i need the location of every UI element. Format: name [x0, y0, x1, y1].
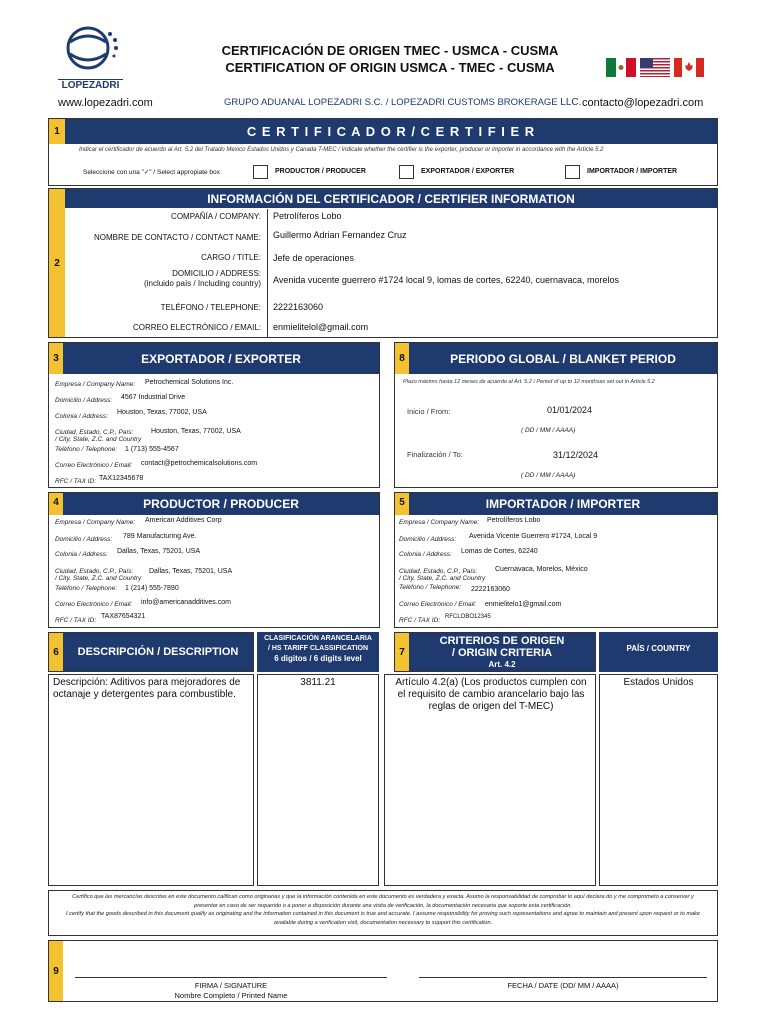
certifier-instruction: Indicar el certificador de acuerdo al Art. 5.2 del Tratado Mexico Estados Unidos y Canada T-MEC / Indicate whether the certifier is the exporter, producer or importer in accordance with the Article 5.2 — [79, 147, 604, 153]
section-origin-criteria — [394, 632, 596, 672]
exporter-company-value: Petrochemical Solutions Inc. — [145, 379, 234, 386]
description-header: DESCRIPCIÓN / DESCRIPTION — [63, 633, 253, 671]
producer-header: PRODUCTOR / PRODUCER — [63, 493, 379, 515]
origin-criteria-header — [409, 633, 595, 671]
usa-flag-icon — [640, 58, 670, 77]
description-value: Descripción: Aditivos para mejoradores de octanaje y detergentes para combustible. — [53, 677, 241, 700]
blanket-note: Plazo máximo hasta 12 meses de acuerdo al Art. 5.2 / Period of up to 12 monthsas set out in Article 5.2 — [403, 379, 655, 385]
importer-colonia-label: Colonia / Address: — [399, 551, 452, 558]
exporter-phone-value: 1 (713) 555-4567 — [125, 446, 179, 453]
hs-header-line-1: CLASIFICACIÓN ARANCELARIA — [264, 635, 372, 642]
producer-city-value: Dallas, Texas, 75201, USA — [149, 568, 233, 575]
flags — [606, 58, 704, 77]
section-number: 9 — [49, 941, 63, 1001]
section-number: 4 — [49, 493, 63, 515]
certification-text-es: Certifico que las mercancías descritas en este documento califican como originarias y que la información contenida en este documento es verdadera y exacta. Asumo la responsabilidad de comprobar lo aquí declara do y me comprometo a conservar y presentar en caso de ser requerido o a poner a disposición durante una visita de verificación, la documentación necesaria que soporte esta certificación. — [72, 894, 694, 909]
exporter-rfc-value: TAX12345678 — [99, 475, 144, 482]
blanket-header: PERIODO GLOBAL / BLANKET PERIOD — [409, 343, 717, 374]
to-label: Finalización / To: — [407, 450, 463, 459]
title-label: CARGO / TITLE: — [201, 253, 261, 262]
phone-label: TELÉFONO / TELEPHONE: — [160, 303, 261, 312]
certification-statement — [48, 890, 718, 936]
producer-address-label: Domicilio / Address: — [55, 536, 113, 543]
date-line — [419, 977, 707, 978]
select-instruction: Seleccione con una "✓" / Select appropiate box — [83, 169, 220, 176]
hs-header-line-3: 6 digitos / 6 digits level — [274, 654, 362, 663]
exporter-colonia-value: Houston, Texas, 77002, USA — [117, 409, 207, 416]
contact-value: Guillermo Adrian Fernandez Cruz — [273, 230, 407, 240]
signature-label-2: Nombre Completo / Printed Name — [174, 991, 288, 1000]
exporter-checkbox[interactable] — [399, 165, 414, 179]
exporter-email-value: contact@petrochemicalsolutions.com — [141, 460, 258, 467]
exporter-address-label: Domicilio / Address: — [55, 397, 113, 404]
importer-address-label: Domicilio / Address: — [399, 536, 457, 543]
importer-city-label — [399, 568, 485, 582]
importer-rfc-label: RFC / TAX ID: — [399, 617, 441, 624]
importer-colonia-value: Lomas de Cortes, 62240 — [461, 548, 538, 555]
hs-header-line-2: / HS TARIFF CLASSIFICATION — [267, 645, 369, 652]
company-name-text: GRUPO ADUANAL LOPEZADRI S.C. / LOPEZADRI CUSTOMS BROKERAGE — [224, 97, 558, 108]
importer-rfc-value: RFCLOBO12345 — [445, 614, 491, 620]
producer-city-label-2: / City, State, Z.C. and Country — [55, 575, 142, 582]
producer-address-value: 789 Manufacturing Ave. — [123, 533, 197, 540]
importer-checkbox[interactable] — [565, 165, 580, 179]
logo — [58, 22, 128, 92]
importer-company-label: Empresa / Company Name: — [399, 519, 480, 526]
producer-email-label: Correo Electrónico / Email: — [55, 601, 133, 608]
country-header: PAÍS / COUNTRY — [599, 632, 718, 672]
section-number: 3 — [49, 343, 63, 374]
producer-rfc-value: TAX87654321 — [101, 613, 146, 620]
exporter-rfc-label: RFC / TAX ID: — [55, 478, 97, 485]
date-label: FECHA / DATE (DD/ MM / AAAA) — [507, 981, 619, 990]
section-number: 1 — [49, 119, 65, 144]
description-cell — [48, 674, 254, 886]
signature-line — [75, 977, 387, 978]
producer-city-label-1: Ciudad, Estado, C.P., País: — [55, 568, 134, 575]
signature-label-1: FIRMA / SIGNATURE — [194, 981, 268, 990]
producer-colonia-value: Dallas, Texas, 75201, USA — [117, 548, 201, 555]
section-blanket-period — [394, 342, 718, 488]
exporter-colonia-label: Colonia / Address: — [55, 413, 108, 420]
importer-address-value: Avenida Vicente Guerrero #1724, Local 9 — [469, 533, 598, 540]
title-value: Jefe de operaciones — [273, 253, 355, 263]
section-importer — [394, 492, 718, 628]
producer-phone-label: Teléfono / Telephone: — [55, 585, 118, 592]
contact-email-link[interactable]: contacto@lopezadri.com — [582, 97, 704, 109]
section-certifier — [48, 118, 718, 186]
exporter-phone-label: Teléfono / Telephone: — [55, 446, 118, 453]
importer-header: IMPORTADOR / IMPORTER — [409, 493, 717, 515]
exporter-address-value: 4567 Industrial Drive — [121, 394, 186, 401]
page-title — [200, 42, 580, 76]
producer-label: PRODUCTOR / PRODUCER — [275, 168, 366, 175]
exporter-city-label-1: Ciudad, Estado, C.P., País: — [55, 429, 134, 436]
logo-text: LOPEZADRI — [58, 79, 123, 91]
section-number: 5 — [395, 493, 409, 515]
producer-company-label: Empresa / Company Name: — [55, 519, 136, 526]
section-number: 7 — [395, 633, 409, 671]
importer-email-label: Correo Electrónico / Email: — [399, 601, 477, 608]
importer-city-label-1: Ciudad, Estado, C.P., País: — [399, 568, 478, 575]
phone-value: 2222163060 — [273, 302, 324, 312]
producer-company-value: American Additives Corp — [145, 517, 222, 524]
certifier-header: C E R T I F I C A D O R / C E R T I F I E R — [65, 119, 717, 144]
mexico-flag-icon — [606, 58, 636, 77]
hs-value: 3811.21 — [300, 677, 336, 688]
exporter-header: EXPORTADOR / EXPORTER — [63, 343, 379, 374]
from-format: ( DD / MM / AAAA) — [521, 427, 576, 434]
country-value: Estados Unidos — [623, 677, 694, 688]
producer-city-label — [55, 568, 141, 582]
producer-email-value: info@americanadditives.com — [141, 599, 231, 606]
company-label: COMPAÑÍA / COMPANY: — [171, 212, 261, 221]
section-producer — [48, 492, 380, 628]
importer-email-value: enmielitelo1@gmail.com — [485, 601, 562, 608]
address-label — [69, 269, 261, 289]
criteria-header-line-3: Art. 4.2 — [488, 660, 516, 669]
address-label-1: DOMICILIO / ADDRESS: — [172, 269, 261, 278]
importer-city-value: Cuernavaca, Morelos, México — [495, 566, 588, 573]
producer-rfc-label: RFC / TAX ID: — [55, 617, 97, 624]
section-number: 8 — [395, 343, 409, 374]
from-value: 01/01/2024 — [547, 405, 593, 415]
company-name — [224, 97, 581, 108]
globe-logo-icon — [58, 22, 128, 74]
certification-text-en: I certify that the goods described in this document qualify as originating and the information contained in this document is true and accurate. I assume responsibility for proving such representations and agree to maintain and present upon request or to make available during a verification visit, documentation necessary to support this certification. — [65, 911, 700, 926]
canada-flag-icon — [674, 58, 704, 77]
to-format: ( DD / MM / AAAA) — [521, 472, 576, 479]
from-label: Inicio / From: — [407, 407, 451, 416]
exporter-city-value: Houston, Texas, 77002, USA — [151, 428, 241, 435]
exporter-city-label-2: / City, State, Z.C. and Country — [55, 436, 142, 443]
exporter-label: EXPORTADOR / EXPORTER — [421, 168, 515, 175]
exporter-company-label: Empresa / Company Name: — [55, 381, 136, 388]
exporter-city-label — [55, 429, 141, 443]
section-certifier-info — [48, 188, 718, 338]
email-label: CORREO ELECTRÓNICO / EMAIL: — [132, 323, 261, 332]
title-line-2: CERTIFICATION OF ORIGIN USMCA - TMEC - CUSMA — [225, 60, 555, 75]
importer-phone-label: Teléfono / Telephone: — [399, 584, 462, 591]
section-number: 2 — [49, 189, 65, 337]
criteria-header-line-1: CRITERIOS DE ORIGEN — [439, 635, 565, 647]
company-value: Petrolíferos Lobo — [273, 211, 342, 221]
hs-classification-header — [257, 632, 379, 672]
to-value: 31/12/2024 — [553, 450, 599, 460]
producer-phone-value: 1 (214) 555-7890 — [125, 585, 179, 592]
exporter-email-label: Correo Electrónico / Email: — [55, 462, 133, 469]
criteria-header-line-2: / ORIGIN CRITERIA — [451, 647, 553, 659]
contact-label: NOMBRE DE CONTACTO / CONTACT NAME: — [94, 233, 261, 242]
certifier-info-header: INFORMACIÓN DEL CERTIFICADOR / CERTIFIER INFORMATION — [65, 189, 717, 208]
address-value: Avenida vucente guerrero #1724 local 9, lomas de cortes, 62240, cuernavaca, morelos — [273, 275, 620, 285]
producer-checkbox[interactable] — [253, 165, 268, 179]
email-value: enmielitelol@gmail.com — [273, 322, 369, 332]
column-divider — [267, 209, 268, 337]
producer-colonia-label: Colonia / Address: — [55, 551, 108, 558]
criteria-value: Artículo 4.2(a) (Los productos cumplen con el requisito de cambio arancelario bajo las reglas de origen del T-MEC) — [395, 677, 587, 712]
importer-company-value: Petrolíferos Lobo — [487, 517, 541, 524]
address-label-2: (incluido país / Including country) — [144, 279, 261, 288]
country-cell — [599, 674, 718, 886]
hs-cell — [257, 674, 379, 886]
company-suffix: LLC. — [560, 97, 582, 108]
section-description — [48, 632, 254, 672]
website-link[interactable]: www.lopezadri.com — [58, 97, 153, 109]
importer-phone-value: 2222163060 — [471, 586, 510, 593]
section-signature — [48, 940, 718, 1002]
criteria-cell — [384, 674, 596, 886]
section-number: 6 — [49, 633, 63, 671]
importer-city-label-2: / City, State, Z.C. and Country — [399, 575, 486, 582]
section-exporter — [48, 342, 380, 488]
title-line-1: CERTIFICACIÓN DE ORIGEN TMEC - USMCA - CUSMA — [221, 43, 559, 58]
importer-label: IMPORTADOR / IMPORTER — [587, 168, 678, 175]
signature-label — [75, 981, 387, 1001]
